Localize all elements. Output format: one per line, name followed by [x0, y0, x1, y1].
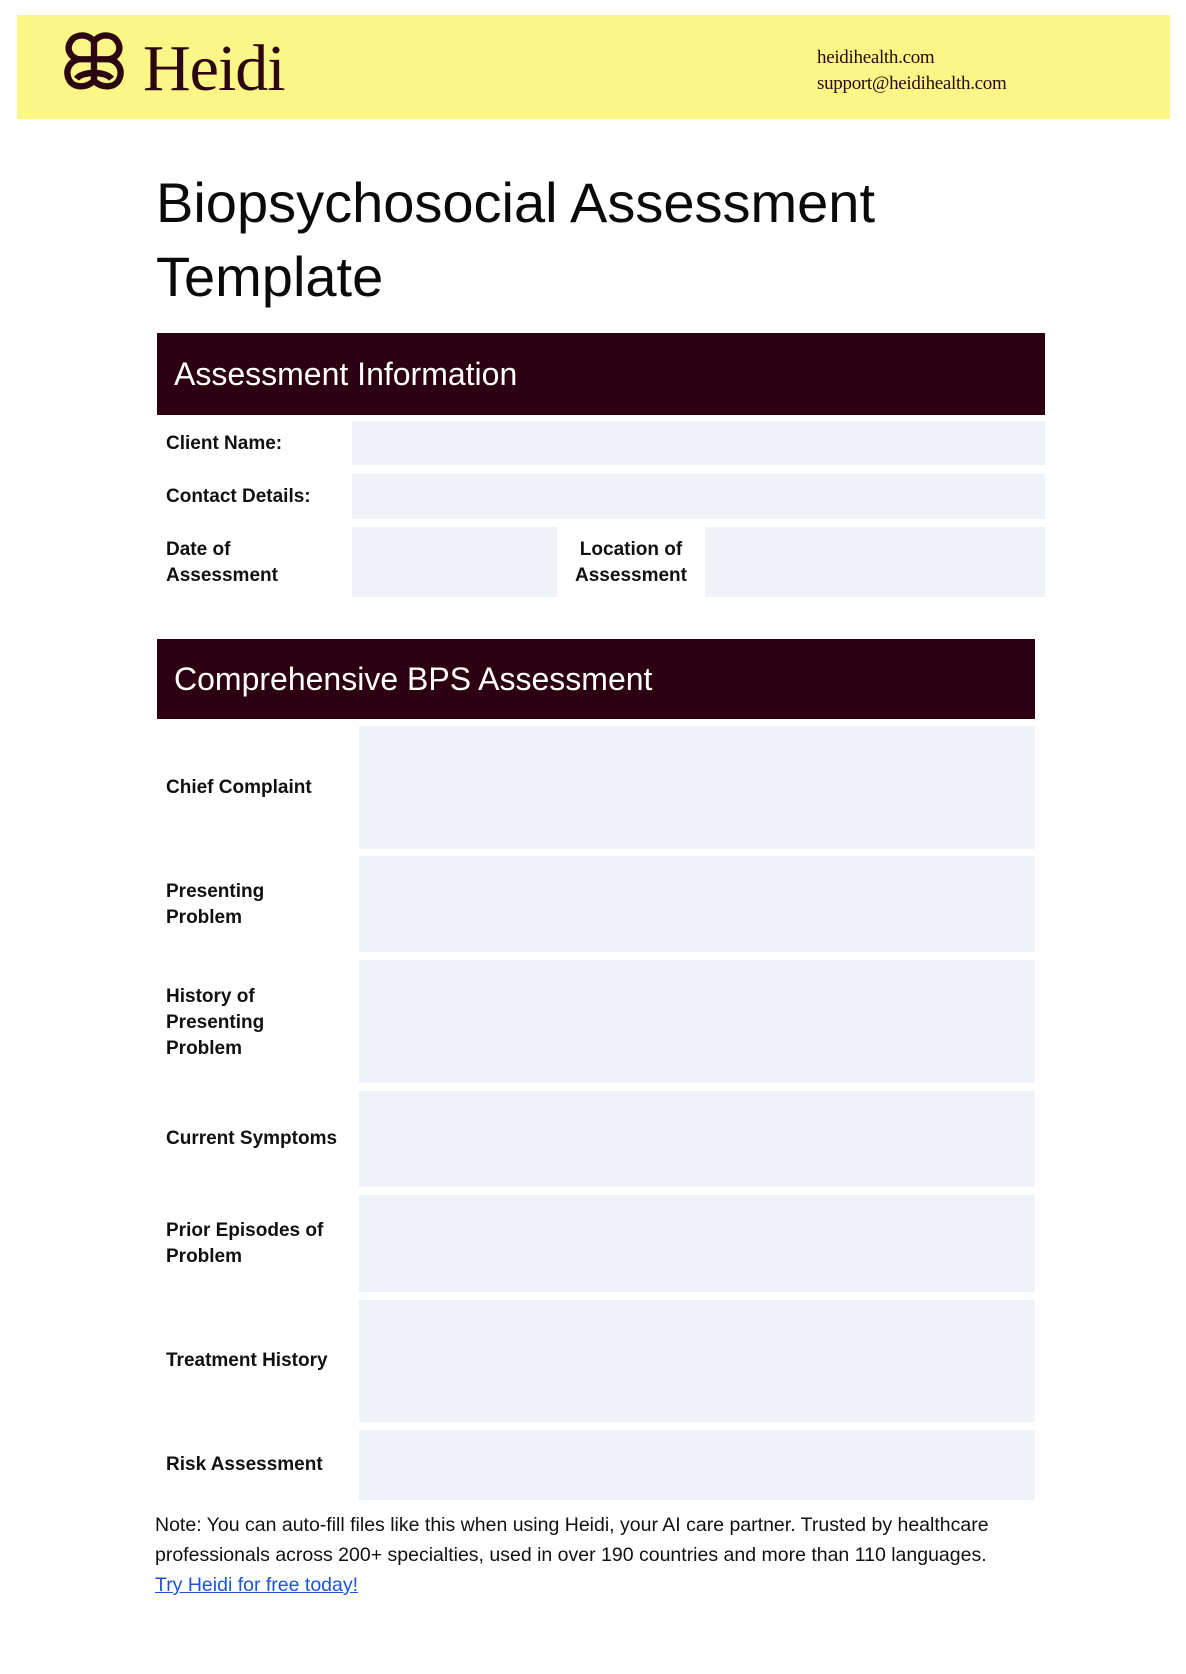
current-symptoms-label: Current Symptoms	[166, 1128, 338, 1149]
brand	[55, 31, 285, 107]
contact-details-field[interactable]	[352, 474, 1045, 519]
location-of-assessment-label: Location of Assessment	[575, 539, 687, 586]
risk-assessment-label: Risk Assessment	[166, 1454, 323, 1475]
try-heidi-link[interactable]: Try Heidi for free today!	[155, 1574, 359, 1596]
contact-details-label: Contact Details:	[166, 486, 311, 507]
treatment-history-field[interactable]	[359, 1300, 1035, 1422]
date-of-assessment-label: Date of Assessment	[166, 539, 278, 586]
history-of-presenting-problem-field[interactable]	[359, 960, 1035, 1083]
presenting-problem-label: Presenting Problem	[166, 881, 265, 928]
location-of-assessment-field[interactable]	[705, 527, 1045, 597]
note-text: Note: You can auto-fill files like this when using Heidi, your AI care partner. Trusted by healthcare professionals across 200+ specialties, used in over 190 countries and more than 110 languages.	[155, 1514, 989, 1566]
chief-complaint-field[interactable]	[359, 726, 1035, 849]
footer-note	[155, 1510, 1055, 1600]
website-link[interactable]: heidihealth.com	[817, 47, 935, 68]
prior-episodes-field[interactable]	[359, 1195, 1035, 1292]
header-band	[17, 15, 1170, 119]
date-of-assessment-field[interactable]	[352, 527, 557, 597]
prior-episodes-label: Prior Episodes of Problem	[166, 1220, 324, 1267]
chief-complaint-label: Chief Complaint	[166, 777, 312, 798]
history-of-presenting-problem-label: History of Presenting Problem	[166, 986, 265, 1059]
heidi-knot-icon	[55, 30, 133, 108]
section-header-comprehensive-bps: Comprehensive BPS Assessment	[157, 639, 1035, 719]
client-name-label: Client Name:	[166, 433, 283, 454]
contact-info	[817, 45, 1006, 97]
client-name-field[interactable]	[352, 421, 1045, 465]
presenting-problem-field[interactable]	[359, 856, 1035, 952]
brand-name: Heidi	[143, 32, 285, 105]
treatment-history-label: Treatment History	[166, 1350, 328, 1371]
section-header-assessment-information: Assessment Information	[157, 333, 1045, 415]
document-title: Biopsychosocial Assessment Template	[156, 171, 876, 308]
risk-assessment-field[interactable]	[359, 1430, 1035, 1500]
support-email[interactable]: support@heidihealth.com	[817, 73, 1007, 94]
current-symptoms-field[interactable]	[359, 1091, 1035, 1187]
